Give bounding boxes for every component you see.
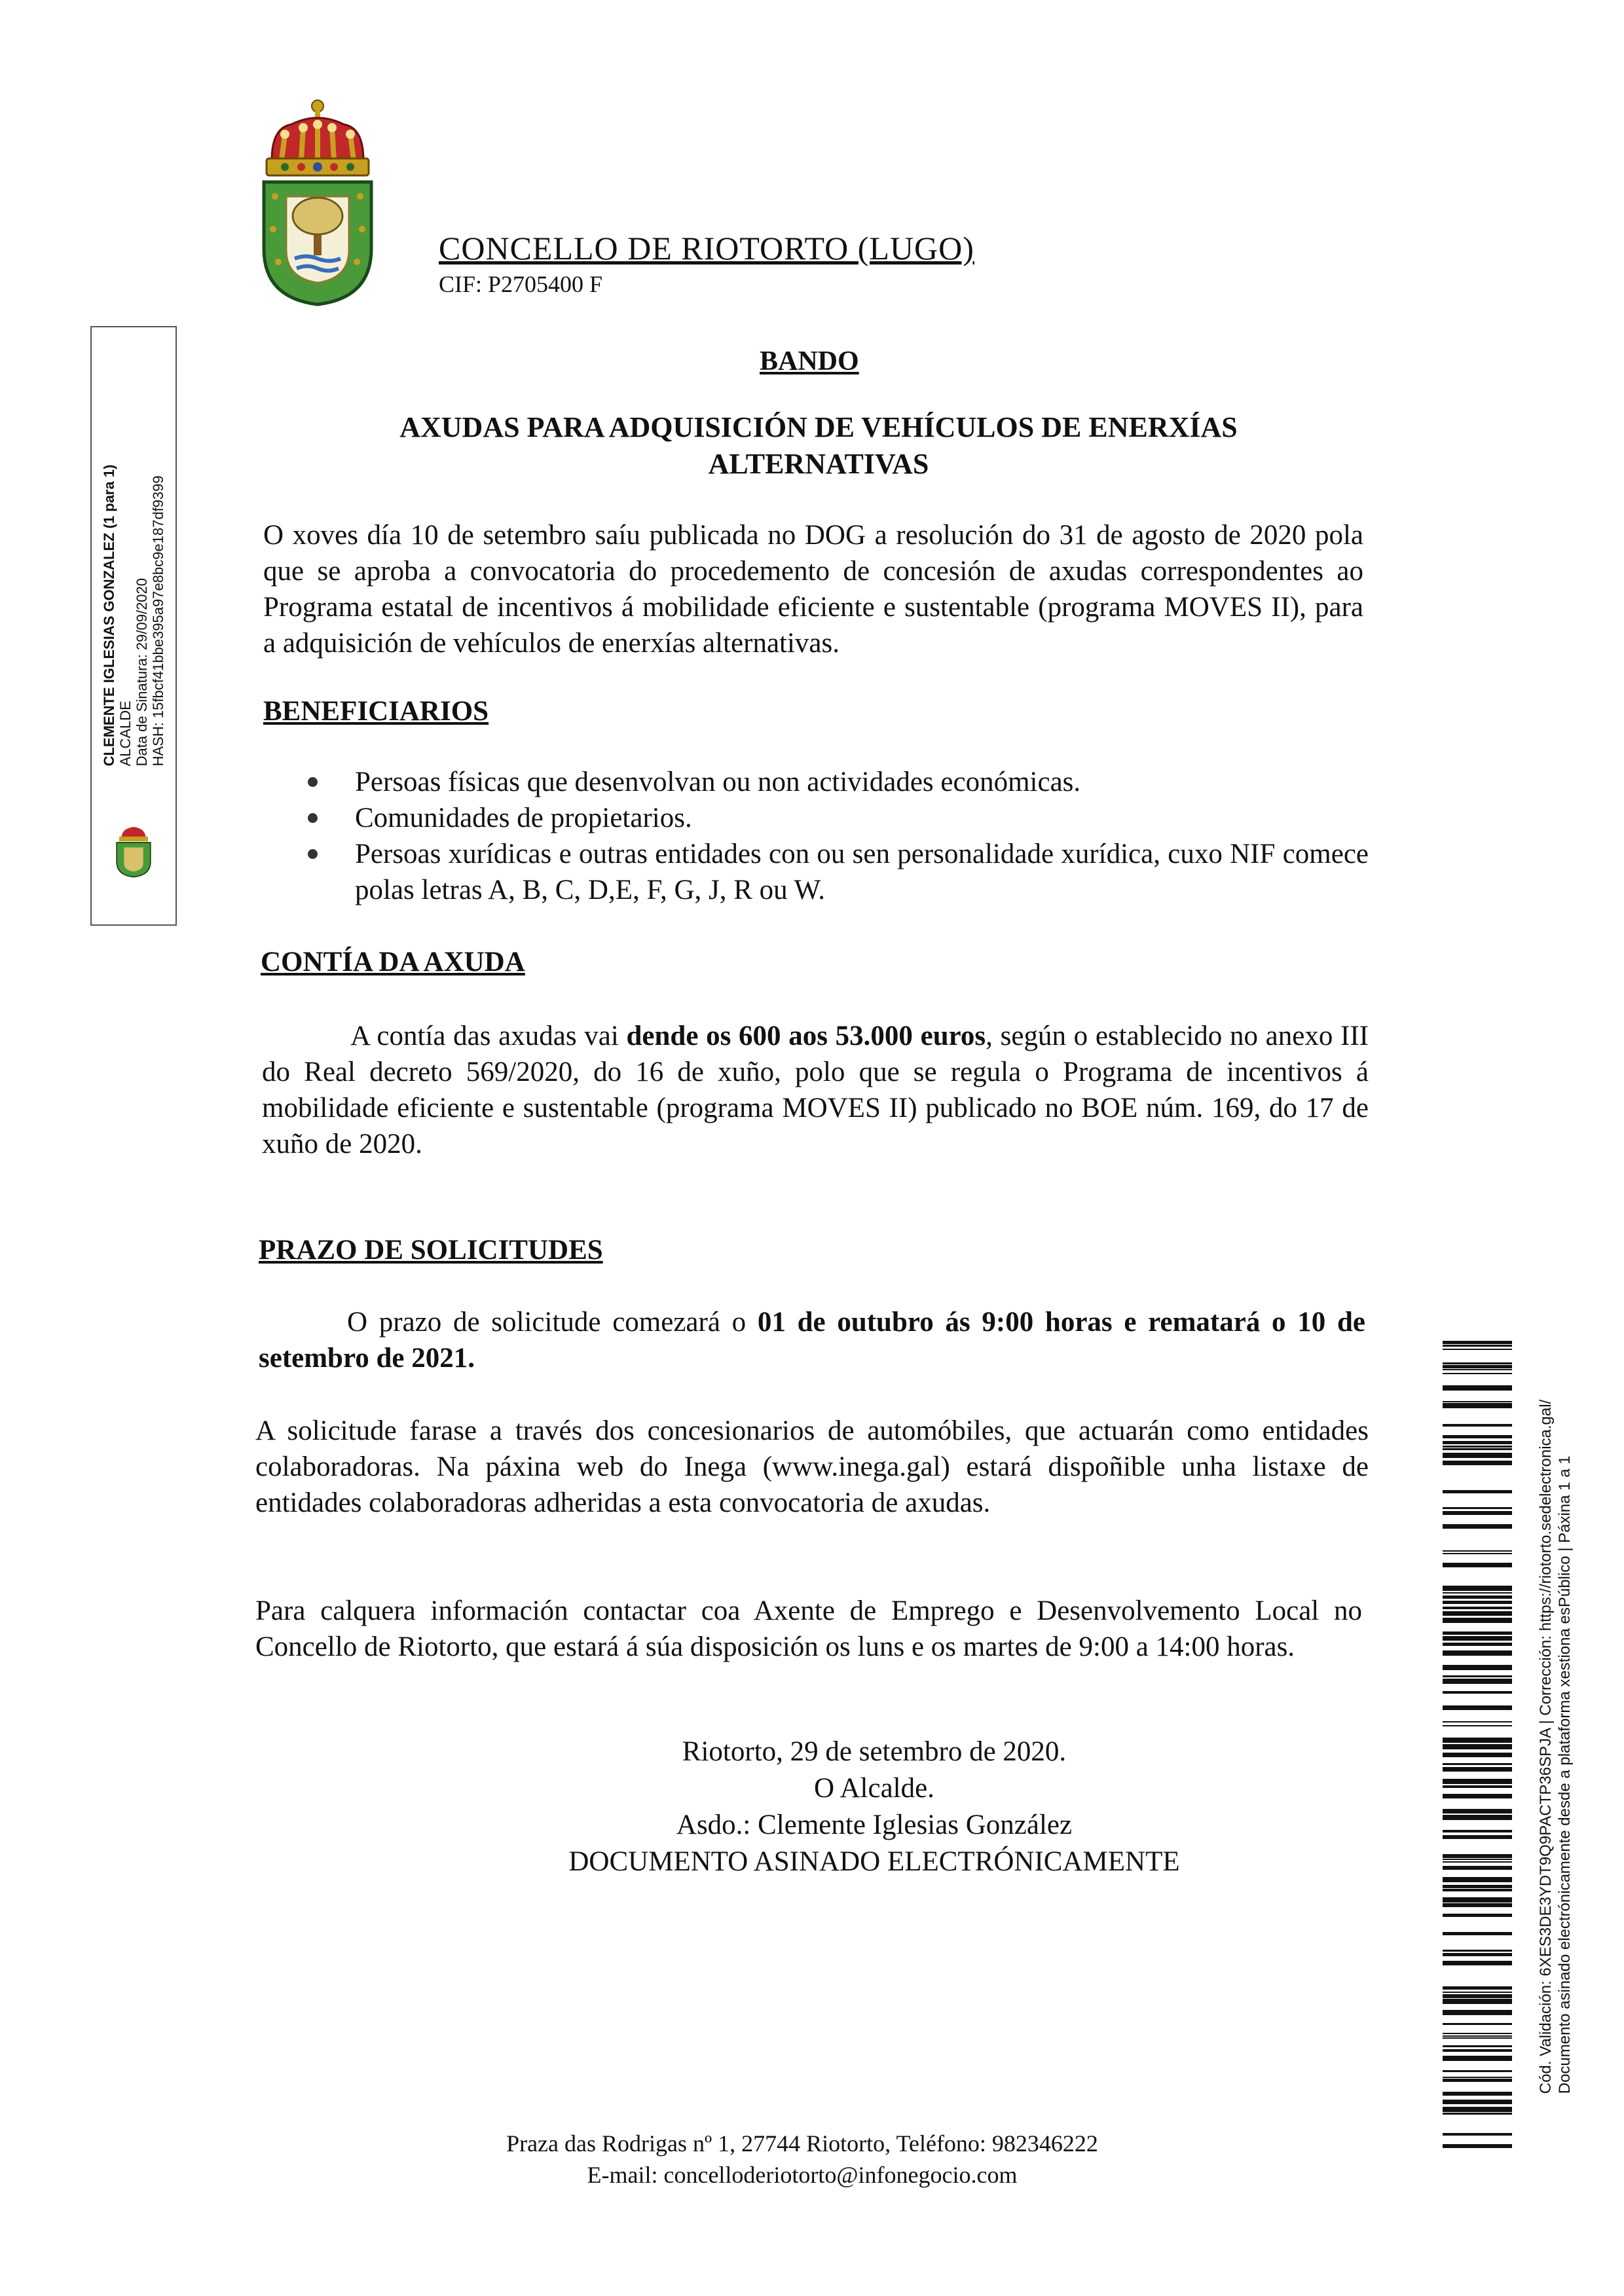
contia-text-before: A contía das axudas vai — [350, 1021, 627, 1051]
footer-email: E-mail: concelloderiotorto@infonegocio.com — [587, 2162, 1018, 2188]
footer-address: Praza das Rodrigas nº 1, 27744 Riotorto, Teléfono: 982346222 — [506, 2130, 1098, 2157]
subtitle-line-1: AXUDAS PARA ADQUISICIÓN DE VEHÍCULOS DE ENERXÍAS — [399, 411, 1238, 443]
signature-signed-by: Asdo.: Clemente Iglesias González — [676, 1810, 1073, 1840]
shield-icon — [264, 182, 371, 304]
prazo-text-before: O prazo de solicitude comezará o — [347, 1307, 758, 1338]
subtitle-line-2: ALTERNATIVAS — [708, 448, 929, 480]
beneficiarios-heading: BENEFICIARIOS — [263, 696, 489, 727]
contia-amount: dende os 600 aos 53.000 euros — [626, 1021, 986, 1051]
contia-text-after: , según o establecido no anexo III do Real decreto 569/2020, do 16 de xuño, polo que se regula o Programa de incentivos á mobilidade eficiente e sustentable (programa MOVES II) publicado no BOE núm. 169, do 17 de xuño de 2020. — [262, 1021, 1369, 1159]
solicitude-paragraph: A solicitude farase a través dos concesionarios de automóbiles, que actuarán como entidades colaboradoras. Na páxina web do Inega (www.inega.gal) estará dispoñible unha listaxe de entidades colaboradoras adheridas a esta convocatoria de axudas. — [255, 1415, 1369, 1518]
validation-code: Cód. Validación: 6XES3DE3YDT9Q9PACTP36SPJA | Corrección: https://riotorto.sedelectronica.gal/ — [1537, 1399, 1555, 2094]
signature-role: O Alcalde. — [814, 1773, 934, 1804]
info-paragraph: Para calquera información contactar coa Axente de Emprego e Desenvolvemento Local no Concello de Riotorto, que estará á súa disposición os luns e os martes de 9:00 a 14:00 horas. — [255, 1595, 1362, 1662]
list-item — [308, 764, 1369, 800]
contia-paragraph — [262, 1018, 1369, 1162]
bullet-icon — [308, 777, 318, 787]
contia-heading: CONTÍA DA AXUDA — [261, 947, 525, 977]
stamp-role: ALCALDE — [117, 701, 134, 767]
signature-note: DOCUMENTO ASINADO ELECTRÓNICAMENTE — [568, 1846, 1180, 1877]
list-item-text: Persoas físicas que desenvolvan ou non actividades económicas. — [355, 767, 1081, 797]
document-type: BANDO — [760, 346, 859, 376]
prazo-heading: PRAZO DE SOLICITUDES — [259, 1235, 603, 1266]
bullet-icon — [308, 849, 318, 859]
header-title: CONCELLO DE RIOTORTO (LUGO) — [439, 230, 974, 266]
list-item-text: Comunidades de propietarios. — [355, 803, 692, 833]
stamp-hash: HASH: 15fbcf41bbe395a97e8bc9e187df9399 — [150, 475, 166, 767]
stamp-text — [101, 465, 166, 767]
coat-of-arms-logo — [259, 98, 377, 308]
stamp-date: Data de Sinatura: 29/09/2020 — [134, 577, 150, 767]
barcode-icon — [1443, 1341, 1512, 2153]
validation-platform: Documento asinado electrónicamente desde a plataforma xestiona esPúblico | Páxina 1 a 1 — [1556, 1455, 1574, 2094]
list-item-text: Persoas xurídicas e outras entidades con ou sen personalidade xurídica, cuxo NIF comece polas letras A, B, C, D,E, F, G, J, R ou W. — [355, 839, 1369, 905]
document-subtitle — [314, 409, 1323, 483]
list-item — [308, 836, 1369, 908]
stamp-signer: CLEMENTE IGLESIAS GONZALEZ (1 para 1) — [101, 464, 117, 767]
signature-block — [458, 1734, 1290, 1880]
signature-place-date: Riotorto, 29 de setembro de 2020. — [682, 1736, 1067, 1767]
validation-text — [1536, 1400, 1574, 2094]
intro-paragraph: O xoves día 10 de setembro saíu publicada no DOG a resolución do 31 de agosto de 2020 pola que se aproba a convocatoria do procedemento de concesión de axudas correspondentes ao Programa estatal de incentivos á mobilidade eficiente e sustentable (programa MOVES II), para a adquisición de vehículos de enerxías alternativas. — [263, 520, 1363, 659]
list-item — [308, 800, 1369, 836]
cif-number: CIF: P2705400 F — [439, 271, 603, 297]
stamp-crest-icon — [103, 820, 164, 880]
beneficiarios-list — [308, 764, 1369, 908]
prazo-paragraph — [259, 1304, 1365, 1376]
bullet-icon — [308, 813, 318, 823]
crown-icon — [267, 100, 369, 175]
footer — [406, 2128, 1198, 2191]
signature-stamp — [90, 326, 177, 926]
prazo-dates: 01 de outubro ás 9:00 horas e rematará o 10 de setembro de 2021. — [259, 1307, 1365, 1374]
